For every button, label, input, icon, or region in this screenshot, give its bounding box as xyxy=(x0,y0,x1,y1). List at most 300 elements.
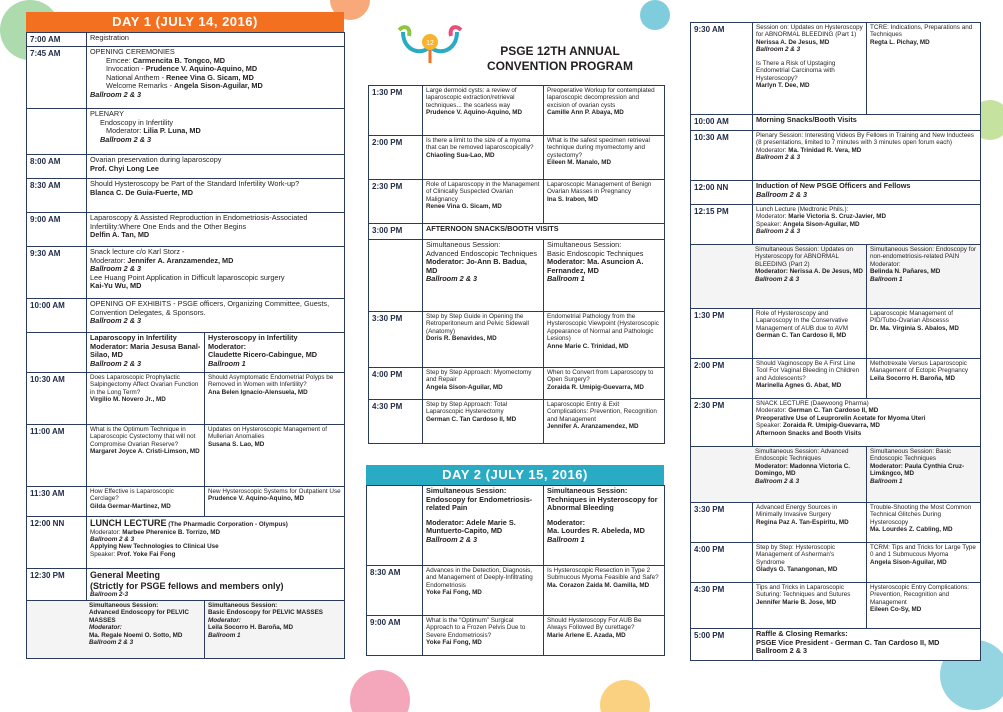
time-cell: 12:00 NN xyxy=(691,181,753,205)
moderator: Ma. Regale Noemi O. Sotto, MD xyxy=(89,631,183,639)
talk-cell xyxy=(867,359,981,399)
speaker-name: Prudence V. Aquino-Aquino, MD xyxy=(426,109,523,117)
speaker-name: Prof. Chyi Long Lee xyxy=(90,163,159,173)
table-row xyxy=(369,224,665,240)
session-cell xyxy=(544,486,665,566)
table-row xyxy=(27,213,345,247)
talk-cell xyxy=(753,503,867,543)
time-cell: 2:00 PM xyxy=(691,359,753,399)
room-label: Ballroom 2 & 3 xyxy=(89,639,134,647)
talk-title: Step by Step: Hysteroscopic Management of Asherman's Syndrome xyxy=(756,544,836,566)
event-subtitle: Lee Huang Point Application in Difficult laparoscopic surgery xyxy=(90,272,285,282)
day2-continued-column xyxy=(690,22,980,661)
person-name: Ma. Trinidad R. Vera, MD xyxy=(788,146,862,154)
session-cell xyxy=(691,447,867,503)
person-name: German C. Tan Cardoso II, MD xyxy=(788,407,879,415)
time-cell: 10:00 AM xyxy=(691,115,753,131)
talk-title: Role of Laparoscopy in the Management of Clinically Suspected Ovarian Malignancy xyxy=(426,181,540,203)
speaker-name: Susana S. Lao, MD xyxy=(208,440,265,448)
event-cell: AFTERNOON SNACKS/BOOTH VISITS xyxy=(423,224,665,240)
person-name: Angela Sison-Aguilar, MD xyxy=(173,81,263,91)
speaker-name: Jennifer A. Aranzamendez, MD xyxy=(547,423,639,431)
speaker-name: Marinella Agnes G. Abat, MD xyxy=(756,382,842,390)
talk-cell xyxy=(423,180,544,224)
speaker-name: Gilda Germar-Martinez, MD xyxy=(90,502,171,510)
person-name: German C. Tan Cardoso II, MD xyxy=(834,637,940,647)
event-title: LUNCH LECTURE xyxy=(90,518,167,528)
talk-title: Should Hysteroscopy For AUB Be Always Followed By curettage? xyxy=(547,617,642,632)
talk-title: Should Vaginoscopy Be A First Line Tool For Vaginal Bleeding in Children and Adolescents? xyxy=(756,360,860,382)
time-cell: 10:00 AM xyxy=(27,299,87,333)
person-name: Carmencita B. Tongco, MD xyxy=(132,55,226,65)
moderator: Moderator: Maria Jesusa Banal-Silao, MD xyxy=(90,341,201,360)
speaker-name: Ana Belen Ignacio-Alensuela, MD xyxy=(208,388,308,396)
speaker-name: Renee Vina G. Sicam, MD xyxy=(426,203,502,211)
talk-title: Laparoscopic Entry & Exit Complications: Prevention, Recognition and Management xyxy=(547,401,657,423)
talk-title: Large dermoid cysts: a review of laparoscopic extraction/retrieval techniques... the scarless way xyxy=(426,87,517,109)
decorative-circle xyxy=(350,670,410,712)
speaker-name: Eileen M. Manalo, MD xyxy=(547,159,612,167)
room-label: Ballroom 2 & 3 xyxy=(756,154,801,162)
session-title: Simultaneous Session: Endoscopy for non-endometriosis-related PAIN xyxy=(870,246,977,261)
moderator: Moderator: Jo-Ann B. Badua, MD xyxy=(426,257,527,275)
person-name: Marbee Pherenice B. Torrizo, MD xyxy=(122,528,221,536)
time-cell: 2:00 PM xyxy=(369,136,423,180)
session-subtitle: Techniques in Hysteroscopy for Abnormal Bleeding xyxy=(547,494,658,513)
room-label: Ballroom 2 & 3 xyxy=(426,535,478,545)
session-title: Simultaneous Session: Updates on Hysteroscopy for ABNORMAL BLEEDING (Part 2) xyxy=(755,246,854,268)
event-subtitle: Endoscopy in Infertility xyxy=(100,117,174,127)
table-row xyxy=(691,309,981,359)
session-cell xyxy=(27,601,205,659)
decorative-circle xyxy=(600,680,650,712)
table-row xyxy=(367,486,665,566)
speaker-name: Doris R. Benavides, MD xyxy=(426,335,497,343)
table-row xyxy=(27,47,345,109)
room-label: Ballroom 2 & 3 xyxy=(756,228,801,236)
talk-cell xyxy=(87,425,205,487)
time-cell: 4:00 PM xyxy=(691,543,753,583)
table-row xyxy=(367,566,665,616)
moderator: Moderator: Madonna Victoria C. Domingo, MD xyxy=(755,462,851,478)
moderator: Moderator: Ma. Asuncion A. Fernandez, MD xyxy=(547,257,644,275)
speaker-name: German C. Tan Cardoso II, MD xyxy=(756,332,847,340)
talk-cell xyxy=(544,616,665,656)
session-subtitle: Endoscopy for Endometriosis-related Pain xyxy=(426,494,533,513)
event-title: Ovarian preservation during laparoscopy xyxy=(90,155,222,164)
speaker-name: Delfin A. Tan, MD xyxy=(90,230,150,240)
talk-title: Advanced Energy Sources in Minimally Invasive Surgery xyxy=(756,504,838,519)
time-cell: 10:30 AM xyxy=(691,131,753,181)
event-cell xyxy=(87,299,345,333)
time-cell: 11:30 AM xyxy=(27,487,87,517)
speaker-name: German C. Tan Cardoso II, MD xyxy=(426,415,517,423)
page-title xyxy=(470,44,650,74)
time-cell: 3:00 PM xyxy=(369,224,423,240)
speaker-name: Marie Arlene E. Azada, MD xyxy=(547,631,626,639)
event-subtitle: Afternoon Snacks and Booth Visits xyxy=(756,429,862,437)
speaker-name: Regta L. Pichay, MD xyxy=(870,38,930,46)
room-label: Ballroom 2 & 3 xyxy=(90,536,135,544)
event-title: Raffle & Closing Remarks: xyxy=(756,629,848,638)
talk-cell xyxy=(544,312,665,368)
session-cell xyxy=(544,240,665,312)
talk-cell xyxy=(205,487,345,517)
table-row xyxy=(27,247,345,299)
talk-title: Preoperative Workup for contemplated laparoscopic decompression and excision of ovarian cysts xyxy=(547,87,655,109)
table-row xyxy=(691,629,981,661)
day2-table xyxy=(366,485,665,656)
moderator: Belinda N. Pañares, MD xyxy=(870,268,941,276)
room-label: Ballroom 2 & 3 xyxy=(90,264,142,274)
time-cell: 9:00 AM xyxy=(27,213,87,247)
talk-title: New Hysteroscopic Systems for Outpatient Use xyxy=(208,488,341,495)
event-cell xyxy=(753,629,981,661)
time-cell: 12:30 PM xyxy=(27,569,87,601)
label: Speaker: xyxy=(756,220,783,228)
room-label: Ballroom 1 xyxy=(870,275,903,283)
room-label: Ballroom 1 xyxy=(208,631,241,639)
moderator-label: Moderator: xyxy=(208,616,241,624)
person-name: Renee Vina G. Sicam, MD xyxy=(166,72,254,82)
speaker-name: Angela Sison-Aguilar, MD xyxy=(426,383,503,391)
time-cell: 11:00 AM xyxy=(27,425,87,487)
talk-title: Is there a limit to the size of a myoma that can be removed laparoscopically? xyxy=(426,137,534,152)
person-name: Marie Victoria S. Cruz-Javier, MD xyxy=(788,213,887,221)
person-name: Zoraida R. Umipig-Guevarra, MD xyxy=(782,422,880,430)
table-row xyxy=(27,487,345,517)
room-label: Ballroom 1 xyxy=(870,477,903,485)
day1-column xyxy=(26,12,344,659)
table-row xyxy=(27,179,345,213)
session-title: Laparoscopy in Infertility xyxy=(90,333,177,342)
moderator-label: Moderator: xyxy=(870,260,901,268)
event-cell xyxy=(87,47,345,109)
event-cell xyxy=(87,247,345,299)
moderator: Moderator: Adele Marie S. Muntuerto-Capito, MD xyxy=(426,517,516,536)
table-row xyxy=(369,180,665,224)
event-cell xyxy=(753,399,981,447)
room-label: Ballroom 2 & 3 xyxy=(90,90,142,100)
event-cell xyxy=(87,109,345,155)
room-label: Ballroom 2 & 3 xyxy=(755,477,800,485)
room-label: Ballroom 2 & 3 xyxy=(90,358,142,368)
session-title: Simultaneous Session: xyxy=(208,602,278,609)
room-label: Ballroom 1 xyxy=(547,274,585,284)
time-cell: 9:00 AM xyxy=(367,616,423,656)
time-cell xyxy=(369,240,423,312)
talk-cell xyxy=(753,359,867,399)
time-cell: 8:30 AM xyxy=(27,179,87,213)
label: PSGE Vice President - xyxy=(756,637,835,647)
talk-cell xyxy=(544,368,665,400)
session-cell xyxy=(205,333,345,373)
session-title: Simultaneous Session: xyxy=(547,240,622,249)
time-cell: 4:30 PM xyxy=(369,400,423,444)
event-cell xyxy=(753,131,981,181)
talk-cell xyxy=(753,583,867,629)
event-subtitle: (Strictly for PSGE fellows and members only) xyxy=(90,580,284,591)
speaker-name: Ina S. Irabon, MD xyxy=(547,195,599,203)
session-title: Hysteroscopy in Infertility xyxy=(208,333,298,342)
room-label: Ballroom 1 xyxy=(547,535,585,545)
talk-title: Methotrexate Versus Laparoscopic Management of Ectopic Pregnancy xyxy=(870,360,969,375)
talk-cell xyxy=(867,583,981,629)
talk-title: What is the “Optimum” Surgical Approach to a Frozen Pelvis Due to Severe Endometriosis? xyxy=(426,617,526,639)
table-row xyxy=(27,373,345,425)
session-cell xyxy=(423,240,544,312)
label: Moderator: xyxy=(756,213,789,221)
talk-cell xyxy=(753,23,867,115)
time-cell: 3:30 PM xyxy=(369,312,423,368)
speaker-name: Regina Paz A. Tan-Espiritu, MD xyxy=(756,518,849,526)
table-row xyxy=(691,115,981,131)
time-cell: 8:30 AM xyxy=(367,566,423,616)
session-subtitle: Basic Endoscopic Techniques xyxy=(547,248,644,258)
speaker-name: Yoke Fai Fong, MD xyxy=(426,589,482,597)
table-row xyxy=(691,583,981,629)
session-cell xyxy=(691,245,867,309)
time-cell: 2:30 PM xyxy=(369,180,423,224)
talk-title: Updates on Hysteroscopic Management of Mullerian Anomalies xyxy=(208,426,328,441)
table-row xyxy=(27,333,345,373)
table-row xyxy=(369,136,665,180)
session-subtitle: Basic Endoscopy for PELVIC MASSES xyxy=(208,609,324,617)
talk-cell xyxy=(423,616,544,656)
time-cell: 1:30 PM xyxy=(691,309,753,359)
room-label: Ballroom 1 xyxy=(208,358,246,368)
table-row xyxy=(369,400,665,444)
session-cell xyxy=(423,486,544,566)
event-title: Snack lecture c/o Karl Storz - xyxy=(90,247,185,256)
time-cell xyxy=(367,486,423,566)
talk-cell xyxy=(867,309,981,359)
speaker-name: Camille Ann P. Abaya, MD xyxy=(547,109,624,117)
speaker-name: Marlyn T. Dee, MD xyxy=(756,81,810,89)
person-name: Lilia P. Luna, MD xyxy=(143,126,201,136)
talk-title: Hysteroscopic Entry Complications: Prevention, Recognition and Management xyxy=(870,584,970,606)
psge-logo xyxy=(395,22,465,64)
talk-title: Is There a Risk of Upstaging Endometrial Carcinoma with Hysteroscopy? xyxy=(756,59,836,82)
speaker-name: Nerissa A. De Jesus, MD xyxy=(756,38,830,46)
day2-header: DAY 2 (JULY 15, 2016) xyxy=(366,465,664,485)
talk-title: Advances in the Detection, Diagnosis, and Management of Deeply-Infiltrating Endometriosis xyxy=(426,567,533,589)
room-label: Ballroom 2-3 xyxy=(90,591,129,599)
talk-title: Step by Step Approach: Total Laparoscopic Hysterectomy xyxy=(426,401,508,416)
session-title: Simultaneous Session: xyxy=(89,602,159,609)
moderator: Moderator: Paula Cynthia Cruz-Lim&ngco, MD xyxy=(870,462,965,478)
talk-cell xyxy=(867,503,981,543)
moderator: Ma. Lourdes R. Abeleda, MD xyxy=(547,526,645,536)
talk-cell xyxy=(423,566,544,616)
event-subtitle: Applying New Technologies to Clinical Use xyxy=(90,543,219,551)
afternoon-table xyxy=(368,85,665,444)
table-row xyxy=(27,109,345,155)
room-label: Ballroom 2 & 3 xyxy=(90,316,142,326)
label: Moderator: xyxy=(106,126,144,136)
talk-cell xyxy=(867,543,981,583)
time-cell: 9:30 AM xyxy=(27,247,87,299)
talk-title: What is the safest specimen retrieval technique during myomectomy and cystectomy? xyxy=(547,137,650,159)
event-cell: Registration xyxy=(87,33,345,47)
table-row xyxy=(27,33,345,47)
talk-title: How Effective is Laparoscopic Cerclage? xyxy=(90,488,174,503)
event-cell xyxy=(87,213,345,247)
table-row xyxy=(691,245,981,309)
talk-title: What is the Optimum Technique in Laparoscopic Cystectomy that will not Compromise Ovarian Reserve? xyxy=(90,426,196,448)
day2-continued-table xyxy=(690,22,981,661)
session-cell xyxy=(87,333,205,373)
talk-title: Step by Step Guide in Opening the Retroperitoneum and Pelvic Sidewall (Anatomy) xyxy=(426,313,529,335)
session-cell xyxy=(867,245,981,309)
talk-cell xyxy=(205,425,345,487)
table-row xyxy=(27,299,345,333)
time-cell: 8:00 AM xyxy=(27,155,87,179)
room-label: Ballroom 2 & 3 xyxy=(755,275,800,283)
time-cell: 9:30 AM xyxy=(691,23,753,115)
person-name: Angela Sison-Aguilar, MD xyxy=(782,220,860,228)
table-row xyxy=(369,86,665,136)
table-row xyxy=(367,616,665,656)
time-cell: 7:45 AM xyxy=(27,47,87,109)
event-cell xyxy=(753,181,981,205)
talk-cell xyxy=(423,368,544,400)
event-subtitle: Preoperative Use of Leuprorelin Acetate for Myoma Uteri xyxy=(756,414,926,422)
speaker-name: Eileen Co-Sy, MD xyxy=(870,606,922,614)
room-label: Ballroom 2 & 3 xyxy=(756,646,808,656)
time-cell: 2:30 PM xyxy=(691,399,753,447)
logo-text: 12 xyxy=(426,40,434,47)
talk-cell xyxy=(87,373,205,425)
speaker-name: Dr. Ma. Virginia S. Abalos, MD xyxy=(870,324,959,332)
talk-cell xyxy=(423,86,544,136)
room-label: Ballroom 2 & 3 xyxy=(426,274,478,284)
time-cell: 3:30 PM xyxy=(691,503,753,543)
table-row xyxy=(27,569,345,601)
session-title: Simultaneous Session: Advanced Endoscopic Techniques xyxy=(755,448,849,463)
talk-title: Trouble-Shooting the Most Common Technical Glitches During Hysteroscopy xyxy=(870,504,972,526)
speaker-name: Margaret Joyce A. Cristi-Limson, MD xyxy=(90,448,200,456)
event-title: OPENING CEREMONIES xyxy=(90,47,175,56)
room-label: Ballroom 2 & 3 xyxy=(100,134,152,144)
label: Moderator: xyxy=(90,255,128,265)
label: Moderator: xyxy=(756,146,789,154)
talk-cell xyxy=(423,136,544,180)
event-title: PLENARY xyxy=(90,109,124,118)
talk-title: Session on: Updates on Hysteroscopy for ABNORMAL BLEEDING (Part 1) xyxy=(756,24,863,39)
event-title: Lunch Lecture (Medtronic Phils.): xyxy=(756,206,849,213)
sponsor: (The Pharmadic Corporation - Olympus) xyxy=(166,521,288,528)
table-row xyxy=(691,359,981,399)
session-title: Simultaneous Session: xyxy=(426,240,501,249)
talk-cell xyxy=(544,86,665,136)
moderator-label: Moderator: xyxy=(547,517,586,527)
talk-title: TCRE: Indications, Preparations and Techniques xyxy=(870,24,973,39)
room-label: Ballroom 2 & 3 xyxy=(756,46,801,54)
time-cell: 4:30 PM xyxy=(691,583,753,629)
event-cell xyxy=(87,517,345,569)
moderator-label: Moderator: xyxy=(89,624,122,632)
speaker-name: Angela Sison-Aguilar, MD xyxy=(870,558,947,566)
event-title: General Meeting xyxy=(90,570,161,580)
talk-cell xyxy=(753,543,867,583)
person-name: Jennifer A. Aranzamendez, MD xyxy=(127,255,234,265)
label: Speaker: xyxy=(756,422,783,430)
day1-header: DAY 1 (JULY 14, 2016) xyxy=(26,12,344,32)
time-cell xyxy=(27,333,87,373)
talk-cell xyxy=(867,23,981,115)
event-cell: Morning Snacks/Booth Visits xyxy=(753,115,981,131)
time-cell: 5:00 PM xyxy=(691,629,753,661)
speaker-name: Jennifer Marie B. Jose, MD xyxy=(756,598,837,606)
moderator: Moderator: Nerissa A. De Jesus, MD xyxy=(755,268,863,276)
title-line1: PSGE 12TH ANNUAL xyxy=(500,44,620,58)
talk-cell xyxy=(544,136,665,180)
title-line2: CONVENTION PROGRAM xyxy=(486,59,633,73)
talk-cell xyxy=(544,180,665,224)
table-row xyxy=(691,447,981,503)
table-row xyxy=(691,205,981,245)
person-name: Prudence V. Aquino-Aquino, MD xyxy=(145,64,258,74)
talk-title: When to Convert from Laparoscopy to Open Surgery? xyxy=(547,369,654,384)
label: Speaker: xyxy=(90,550,117,558)
talk-title: Tips and Tricks in Laparoscopic Suturing: Techniques and Sutures xyxy=(756,584,851,599)
day2-column xyxy=(366,465,664,656)
speaker-name: Gladys G. Tanangonan, MD xyxy=(756,566,838,574)
speaker-name: Anne Marie C. Trinidad, MD xyxy=(547,342,629,350)
talk-title: Is Hysteroscopic Resection in Type 2 Submucous Myoma Feasible and Safe? xyxy=(547,567,659,582)
talk-cell xyxy=(423,312,544,368)
table-row xyxy=(27,517,345,569)
talk-cell xyxy=(423,400,544,444)
event-cell xyxy=(87,155,345,179)
speaker-name: Blanca C. De Guia-Fuerte, MD xyxy=(90,187,193,197)
moderator: Claudette Ricero-Cabingue, MD xyxy=(208,350,318,360)
talk-title: Does Laparoscopic Prophylactic Salpingectomy Affect Ovarian Function in the Long Term? xyxy=(90,374,199,396)
label: Welcome Remarks - xyxy=(106,81,174,91)
session-cell xyxy=(205,601,345,659)
moderator: Leila Socorro H. Baroña, MD xyxy=(208,624,294,632)
talk-cell xyxy=(87,487,205,517)
time-cell: 12:00 NN xyxy=(27,517,87,569)
speaker-name: Kai-Yu Wu, MD xyxy=(90,281,142,291)
table-row xyxy=(691,503,981,543)
moderator-label: Moderator: xyxy=(208,341,247,351)
talk-cell xyxy=(753,309,867,359)
time-cell: 4:00 PM xyxy=(369,368,423,400)
speaker-name: Chiaoling Sua-Lao, MD xyxy=(426,151,495,159)
event-title: Should Hysteroscopy be Part of the Standard Infertility Work-up? xyxy=(90,179,300,188)
time-cell: 1:30 PM xyxy=(369,86,423,136)
time-cell: 12:15 PM xyxy=(691,205,753,245)
session-title: Simultaneous Session: xyxy=(547,486,628,495)
day1-table xyxy=(26,32,345,659)
talk-title: Role of Hysteroscopy and Laparoscopy In the Conservative Management of AUB due to AVM xyxy=(756,310,849,332)
talk-title: Step by Step Approach: Myomectomy and Repair xyxy=(426,369,532,384)
label: Moderator: xyxy=(756,407,789,415)
table-row xyxy=(369,312,665,368)
person-name: Prof. Yoke Fai Fong xyxy=(116,550,176,558)
label: Invocation - xyxy=(106,64,146,74)
decorative-circle xyxy=(640,0,670,30)
speaker-name: Ma. Corazon Zaida M. Gamilla, MD xyxy=(547,581,650,589)
speaker-name: Prudence V. Aquino-Aquino, MD xyxy=(208,495,305,503)
time-cell: 7:00 AM xyxy=(27,33,87,47)
talk-title: TCRM: Tips and Tricks for Large Type 0 and 1 Submucous Myoma xyxy=(870,544,976,559)
talk-cell xyxy=(205,373,345,425)
event-title: Induction of New PSGE Officers and Fellows xyxy=(756,181,911,190)
talk-cell xyxy=(544,400,665,444)
